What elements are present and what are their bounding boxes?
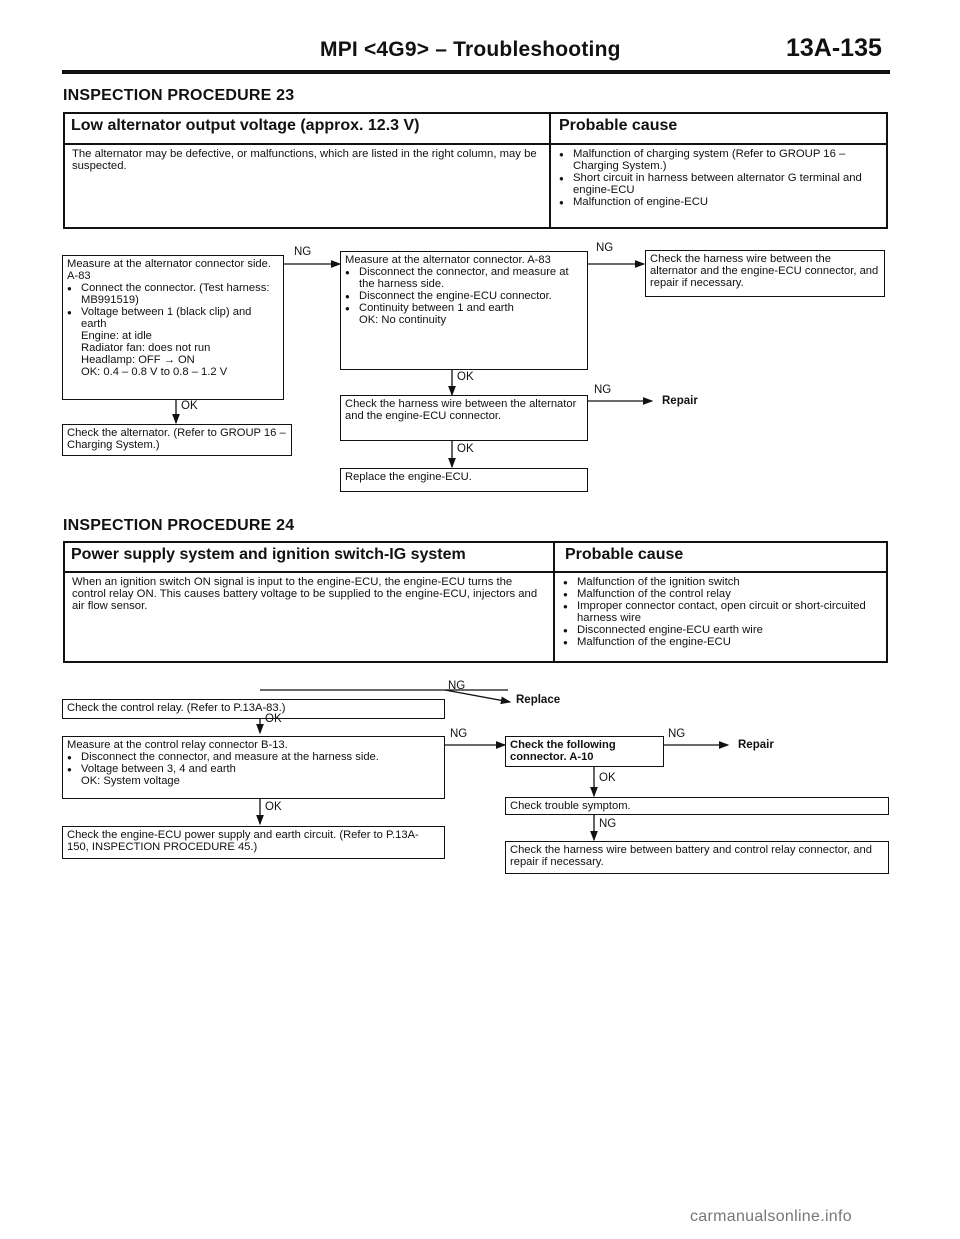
proc24-cause-item: ● Malfunction of the control relay xyxy=(563,588,881,600)
step-condition: OK: 0.4 – 0.8 V to 0.8 – 1.2 V xyxy=(81,366,228,378)
page-number: 13A-135 xyxy=(786,34,882,62)
proc24-step-check-connector: Check the following connector. A-10 xyxy=(505,736,664,767)
proc24-step-check-battery-harness: Check the harness wire between battery and control relay connector, and repair if necessary. xyxy=(505,841,889,874)
proc23-step-check-harness-repair: Check the harness wire between the alternator and the engine-ECU connector, and repair if necessary. xyxy=(645,250,885,297)
proc24-table-divider xyxy=(65,571,886,573)
ng-label: NG xyxy=(450,728,468,740)
step-ok-criteria: OK: System voltage xyxy=(81,775,180,787)
proc23-symptom-title: Low alternator output voltage (approx. 12.3 V) xyxy=(71,117,420,134)
ok-label: OK xyxy=(457,443,474,455)
step-bullet: ● Continuity between 1 and earth xyxy=(345,302,583,314)
ng-label: NG xyxy=(599,818,617,830)
proc23-cause-title: Probable cause xyxy=(559,117,678,134)
proc24-cause-item: ● Malfunction of the ignition switch xyxy=(563,576,881,588)
ng-label: NG xyxy=(294,246,312,258)
ok-label: OK xyxy=(599,772,616,784)
proc24-cause-item: ● Improper connector contact, open circuit or short-circuited harness wire xyxy=(563,600,881,624)
proc23-step-measure-alternator-connector-side xyxy=(62,255,284,400)
proc24-description: When an ignition switch ON signal is input to the engine-ECU, the engine-ECU turns the control relay ON. This causes battery voltage to be supplied to the engine-ECU, injectors and air flow sensor. xyxy=(72,576,538,612)
proc23-step-measure-alternator-connector xyxy=(340,251,588,370)
step-bullet: ● Voltage between 1 (black clip) and earth xyxy=(67,306,279,330)
step-condition: Headlamp: OFF → ON xyxy=(81,354,195,366)
ok-label: OK xyxy=(181,400,198,412)
proc23-cause-item: ● Short circuit in harness between alternator G terminal and engine-ECU xyxy=(559,172,881,196)
proc24-symptom-title: Power supply system and ignition switch-IG system xyxy=(71,546,466,563)
proc24-cause-item: ● Malfunction of the engine-ECU xyxy=(563,636,881,648)
step-ok-criteria: OK: No continuity xyxy=(359,314,447,326)
step-text: Measure at the alternator connector side. A-83 xyxy=(67,258,271,282)
footer-watermark: carmanualsonline.info xyxy=(690,1208,852,1225)
proc23-cause-item: ● Malfunction of charging system (Refer to GROUP 16 – Charging System.) xyxy=(559,148,881,172)
step-bullets xyxy=(67,282,279,330)
repair-label: Repair xyxy=(662,395,698,407)
proc23-cause-item: ● Malfunction of engine-ECU xyxy=(559,196,881,208)
step-bullet: ● Voltage between 3, 4 and earth xyxy=(67,763,440,775)
proc24-cause-item: ● Disconnected engine-ECU earth wire xyxy=(563,624,881,636)
page-title: MPI <4G9> – Troubleshooting xyxy=(320,38,621,61)
ok-label: OK xyxy=(457,371,474,383)
proc24-step-measure-control-relay-connector xyxy=(62,736,445,799)
proc23-heading: INSPECTION PROCEDURE 23 xyxy=(63,87,295,104)
proc24-step-check-control-relay: Check the control relay. (Refer to P.13A-83.) xyxy=(62,699,445,719)
ok-label: OK xyxy=(265,801,282,813)
step-text: Measure at the alternator connector. A-83 xyxy=(345,254,551,266)
ok-label: OK xyxy=(265,713,282,725)
ng-label: NG xyxy=(448,680,466,692)
proc23-description: The alternator may be defective, or malfunctions, which are listed in the right column, may be suspected. xyxy=(72,148,537,172)
proc23-step-check-harness: Check the harness wire between the alternator and the engine-ECU connector. xyxy=(340,395,588,441)
step-bullet: ● Disconnect the connector, and measure at the harness side. xyxy=(345,266,583,290)
proc23-step-replace-ecu: Replace the engine-ECU. xyxy=(340,468,588,492)
proc24-heading: INSPECTION PROCEDURE 24 xyxy=(63,517,295,534)
proc24-step-check-trouble-symptom: Check trouble symptom. xyxy=(505,797,889,815)
step-text: Measure at the control relay connector B-13. xyxy=(67,739,288,751)
step-bullet: ● Disconnect the connector, and measure at the harness side. xyxy=(67,751,440,763)
proc23-step-check-alternator: Check the alternator. (Refer to GROUP 16 – Charging System.) xyxy=(62,424,292,456)
ng-label: NG xyxy=(594,384,612,396)
proc24-table-column-line xyxy=(553,543,555,661)
proc24-cause-list xyxy=(563,576,881,648)
repair-label: Repair xyxy=(738,739,774,751)
proc24-table xyxy=(63,541,888,663)
step-condition: Engine: at idle xyxy=(81,330,152,342)
step-bullets xyxy=(345,266,583,314)
step-condition: Radiator fan: does not run xyxy=(81,342,211,354)
step-bullet: ● Disconnect the engine-ECU connector. xyxy=(345,290,583,302)
ng-label: NG xyxy=(596,242,614,254)
replace-label: Replace xyxy=(516,694,561,706)
step-bullets xyxy=(67,751,440,775)
proc24-step-check-ecu-power-supply: Check the engine-ECU power supply and earth circuit. (Refer to P.13A-150, INSPECTION PROCEDURE 45.) xyxy=(62,826,445,859)
step-conditions xyxy=(67,330,279,378)
step-bullet: ● Connect the connector. (Test harness: MB991519) xyxy=(67,282,279,306)
proc24-cause-title: Probable cause xyxy=(565,546,684,563)
ng-label: NG xyxy=(668,728,686,740)
